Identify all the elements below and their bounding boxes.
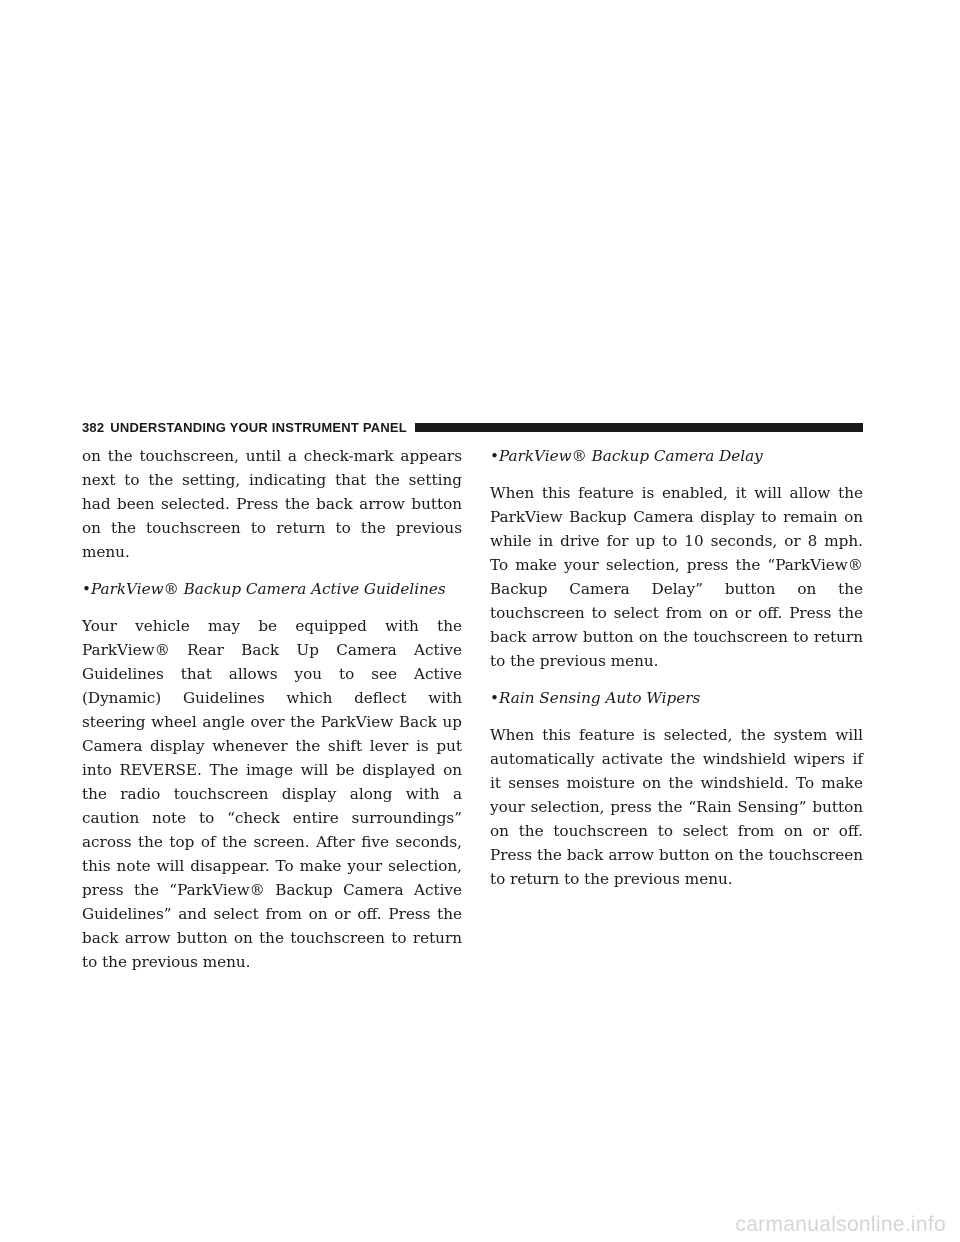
bullet-label: ParkView® Backup Camera Delay [499,447,763,465]
paragraph-camera-delay: When this feature is enabled, it will allow the ParkView Backup Camera display to remain on while in drive for up to 10 seconds, or 8 mph. To make your selection, press the “ParkView® Backup Camera Delay” button on the touchscreen to select from on or off. Press the back arrow button on the touchscreen to return to the previous menu. [490,484,863,670]
paragraph-active-guidelines: Your vehicle may be equipped with the ParkView® Rear Back Up Camera Active Guidelines that allows you to see Active (Dynamic) Guidelines which deflect with steering wheel angle over the ParkView Back up Camera display whenever the shift lever is put into REVERSE. The image will be displayed on the radio touchscreen display along with a caution note to “check entire surroundings” across the top of the screen. After five seconds, this note will disappear. To make your selection, press the “ParkView® Backup Camera Active Guidelines” and select from on or off. Press the back arrow button on the touchscreen to return to the previous menu. [82,617,462,971]
bullet-icon: • [490,689,499,707]
paragraph-rain-sensing: When this feature is selected, the system will automatically activate the windshield wipers if it senses moisture on the windshield. To make your selection, press the “Rain Sensing” button on the touchscreen to select from on or off. Press the back arrow button on the touchscreen to return to the previous menu. [490,726,863,888]
bullet-icon: • [490,447,499,465]
bullet-label: Rain Sensing Auto Wipers [499,689,701,707]
bullet-icon: • [82,580,91,598]
bullet-label: ParkView® Backup Camera Active Guidelines [91,580,446,598]
header-rule [415,423,863,432]
section-title: UNDERSTANDING YOUR INSTRUMENT PANEL [110,419,407,435]
bullet-heading-camera-delay [490,444,863,468]
bullet-heading-active-guidelines [82,577,462,601]
paragraph-continuation: on the touchscreen, until a check-mark appears next to the setting, indicating that the setting had been selected. Press the back arrow button on the touchscreen to return to the previous menu. [82,447,462,561]
right-column [490,444,863,904]
left-column [82,444,462,987]
page-number: 382 [82,419,105,435]
bullet-heading-rain-sensing [490,686,863,710]
page-header [82,417,863,437]
watermark-text: carmanualsonline.info [735,1213,946,1236]
